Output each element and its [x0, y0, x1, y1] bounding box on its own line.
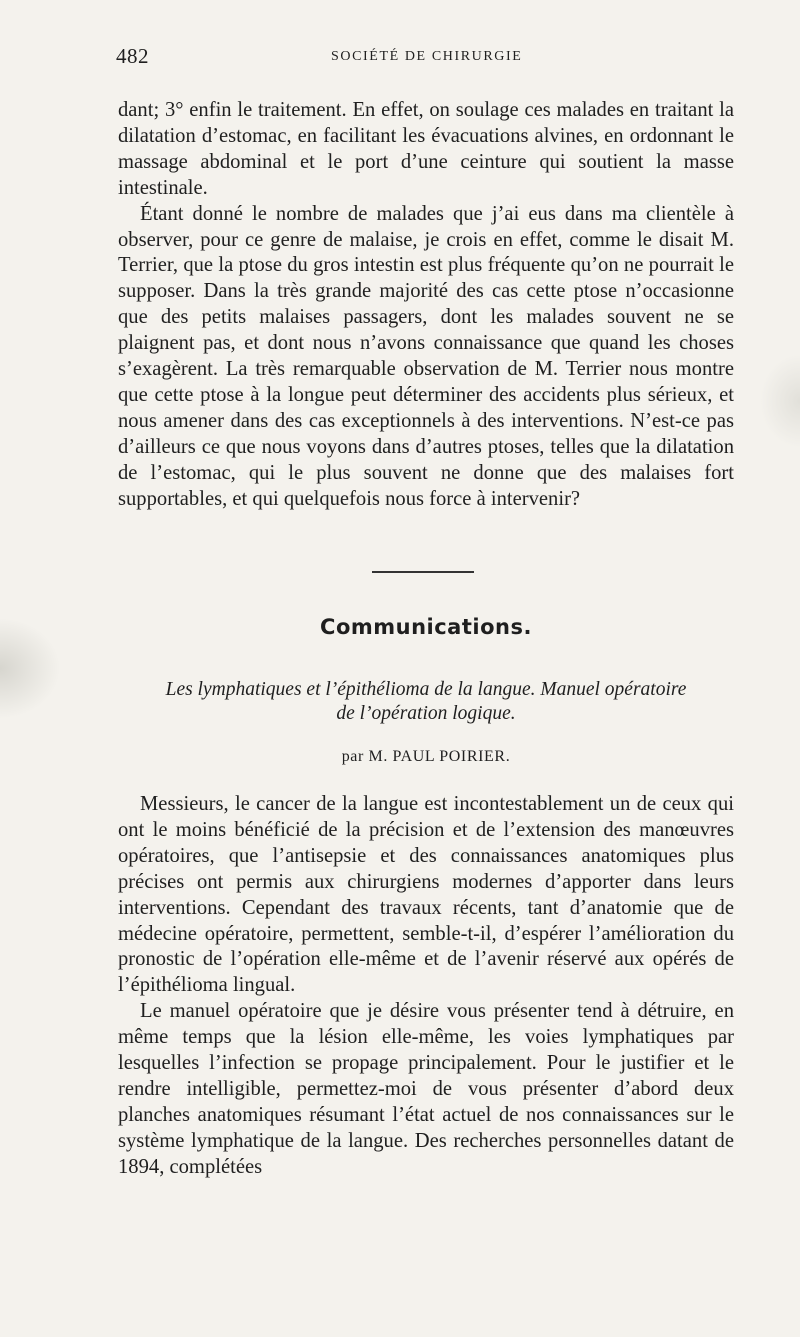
page-number: 482	[116, 44, 149, 68]
article-title-line-2: de l’opération logique.	[336, 703, 516, 724]
section-heading: Communications.	[320, 615, 532, 639]
paragraph-treatment: dant; 3° enfin le traitement. En effet, on soulage ces malades en traitant la dilatation d’estomac, en facilitant les évacuations alvines, en ordonnant le massage abdominal et le port d’une ceinture qui soutient la masse intestinale.	[118, 99, 734, 199]
paragraph-manuel-operatoire: Le manuel opératoire que je désire vous présenter tend à détruire, en même temps que la lésion elle-même, les voies lymphatiques par lesquelles l’infection se propage principalement. Pour le justifier et le rendre intelligible, permettez-moi de vous présenter d’abord deux planches anatomiques résumant l’état actuel de nos connaissances sur le système lymphatique de la langue. Des recherches personnelles datant de 1894, complétées	[118, 1000, 734, 1178]
discussion-text-block	[118, 98, 734, 513]
section-divider	[372, 571, 474, 573]
article-author: par M. PAUL POIRIER.	[341, 748, 511, 765]
article-title-line-1: Les lymphatiques et l’épithélioma de la langue. Manuel opératoire	[165, 679, 687, 700]
article-title	[118, 678, 734, 726]
communication-text-block	[118, 792, 734, 1181]
paragraph-cancer-langue: Messieurs, le cancer de la langue est incontestablement un de ceux qui ont le moins bénéficié de la précision et de l’extension des manœuvres opératoires, que l’antisepsie et des connaissances anatomiques plus précises ont permis aux chirurgiens modernes d’apporter dans leurs interventions. Cependant des travaux récents, tant d’anatomie que de médecine opératoire, permettent, semble-t-il, d’espérer l’amélioration du pronostic de l’opération elle-même et de l’avenir réservé aux opérés de l’épithélioma lingual.	[118, 793, 734, 997]
paragraph-ptose: Étant donné le nombre de malades que j’ai eus dans ma clientèle à observer, pour ce genre de malaise, je crois en effet, comme le disait M. Terrier, que la ptose du gros intestin est plus fréquente qu’on ne pourrait le supposer. Dans la très grande majorité des cas cette ptose n’occasionne que des petits malaises passagers, dont les malades souvent ne se plaignent pas, et dont nous n’avons connaissance que quand les choses s’exagèrent. La très remarquable observation de M. Terrier nous montre que cette ptose à la longue peut déterminer des accidents plus sérieux, et nous amener dans des cas exceptionnels à des interventions. N’est-ce pas d’ailleurs ce que nous voyons dans d’autres ptoses, telles que la dilatation de l’estomac, qui le plus souvent ne donne que des malaises fort supportables, et qui quelquefois nous force à intervenir?	[118, 202, 734, 510]
running-head	[116, 44, 736, 70]
running-head-title: SOCIÉTÉ DE CHIRURGIE	[331, 49, 523, 64]
